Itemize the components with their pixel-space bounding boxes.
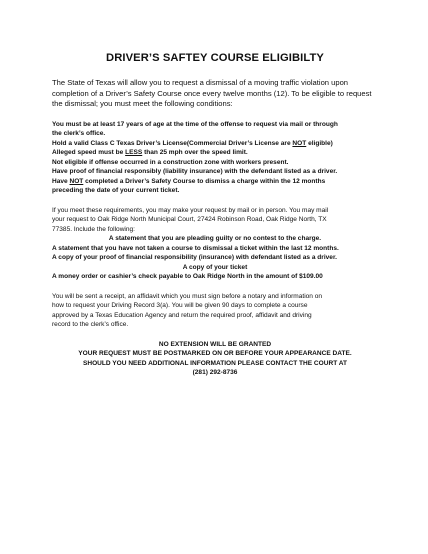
final-notice-line2: YOUR REQUEST MUST BE POSTMARKED ON OR BEFORE YOUR APPEARANCE DATE. [78, 350, 352, 358]
requirement-prior-text: Have [52, 177, 70, 185]
page-title: DRIVER’S SAFTEY COURSE ELIGIBILTY [106, 52, 324, 64]
requirement-age [52, 120, 378, 130]
final-notice [52, 340, 378, 378]
requirement-license [52, 139, 378, 149]
requirement-age-cont [52, 129, 378, 139]
requirement-speed-tail: than 25 mph over the speed limit. [142, 149, 248, 157]
requirement-speed-text: Alleged speed must be [52, 149, 126, 157]
mail-instructions-line1: If you meet these requirements, you may make your request by mail or in person. You may mail [52, 206, 329, 214]
requirement-prior-course-cont [52, 186, 378, 196]
closing-line1: You will be sent a receipt, an affidavit which you must sign before a notary and information on [52, 292, 323, 300]
requirement-prior-course [52, 177, 378, 187]
closing-paragraph [52, 292, 378, 330]
requirement-age-line1: You must be at least 17 years of age at the time of the offense to request via mail or through [52, 120, 338, 128]
requirement-prior-not: NOT [69, 177, 84, 185]
requirement-license-not: NOT [292, 139, 307, 147]
mail-item-payment: A money order or cashier’s check payable to Oak Ridge North in the amount of $109.00 [52, 273, 323, 281]
closing-line3: approved by a Texas Education Agency and return the required proof, affidavit and driving [52, 311, 312, 319]
final-notice-line3: SHOULD YOU NEED ADDITIONAL INFORMATION PLEASE CONTACT THE COURT AT [82, 359, 348, 367]
closing-line4: record to the clerk’s office. [52, 321, 129, 329]
eligibility-requirements [52, 120, 378, 196]
requirement-construction-text: Not eligible if offense occurred in a construction zone with workers present. [52, 158, 289, 166]
closing-line2: how to request your Driving Record 3(a). You will be given 90 days to complete a course [52, 302, 308, 310]
requirement-speed [52, 148, 378, 158]
requirement-speed-less: LESS [125, 149, 143, 157]
intro-paragraph: The State of Texas will allow you to request a dismissal of a moving traffic violation upon completion of a Driver’s Safety Course once every twelve months (12). To be eligible to request the dismissal; you must meet the following conditions: [52, 78, 372, 109]
requirement-age-line2: the clerk’s office. [52, 130, 106, 138]
requirement-license-text: Hold a valid Class C Texas Driver’s License(Commercial Driver’s License are [52, 139, 293, 147]
final-notice-line1: NO EXTENSION WILL BE GRANTED [158, 340, 272, 348]
mail-item-statement-plea: A statement that you are pleading guilty or no contest to the charge. [108, 235, 322, 243]
requirement-construction-zone [52, 158, 378, 168]
requirement-license-tail: eligible) [306, 139, 333, 147]
mail-items-list [52, 234, 378, 282]
mail-instructions-line2: your request to Oak Ridge North Municipal Court, 27424 Robinson Road, Oak Ridge North, TX [52, 216, 327, 224]
requirement-prior-tail: completed a Driver’s Safety Course to dismiss a charge within the 12 months [83, 177, 326, 185]
mail-item-proof-insurance: A copy of your proof of financial responsibility (insurance) with defendant listed as a driver. [52, 254, 337, 262]
requirement-insurance-text: Have proof of financial responsibly (liability insurance) with the defendant listed as a driver. [52, 168, 338, 176]
mail-instructions-line3: 77385. Include the following: [52, 225, 135, 233]
mail-item-ticket-copy: A copy of your ticket [182, 263, 248, 271]
court-phone-number: (281) 292-8736 [192, 369, 238, 377]
requirement-prior-line2: preceding the date of your current ticket. [52, 187, 180, 195]
mail-item-statement-no-course: A statement that you have not taken a course to dismissal a ticket within the last 12 months. [52, 244, 339, 252]
mail-instructions [52, 206, 378, 235]
requirement-insurance [52, 167, 378, 177]
